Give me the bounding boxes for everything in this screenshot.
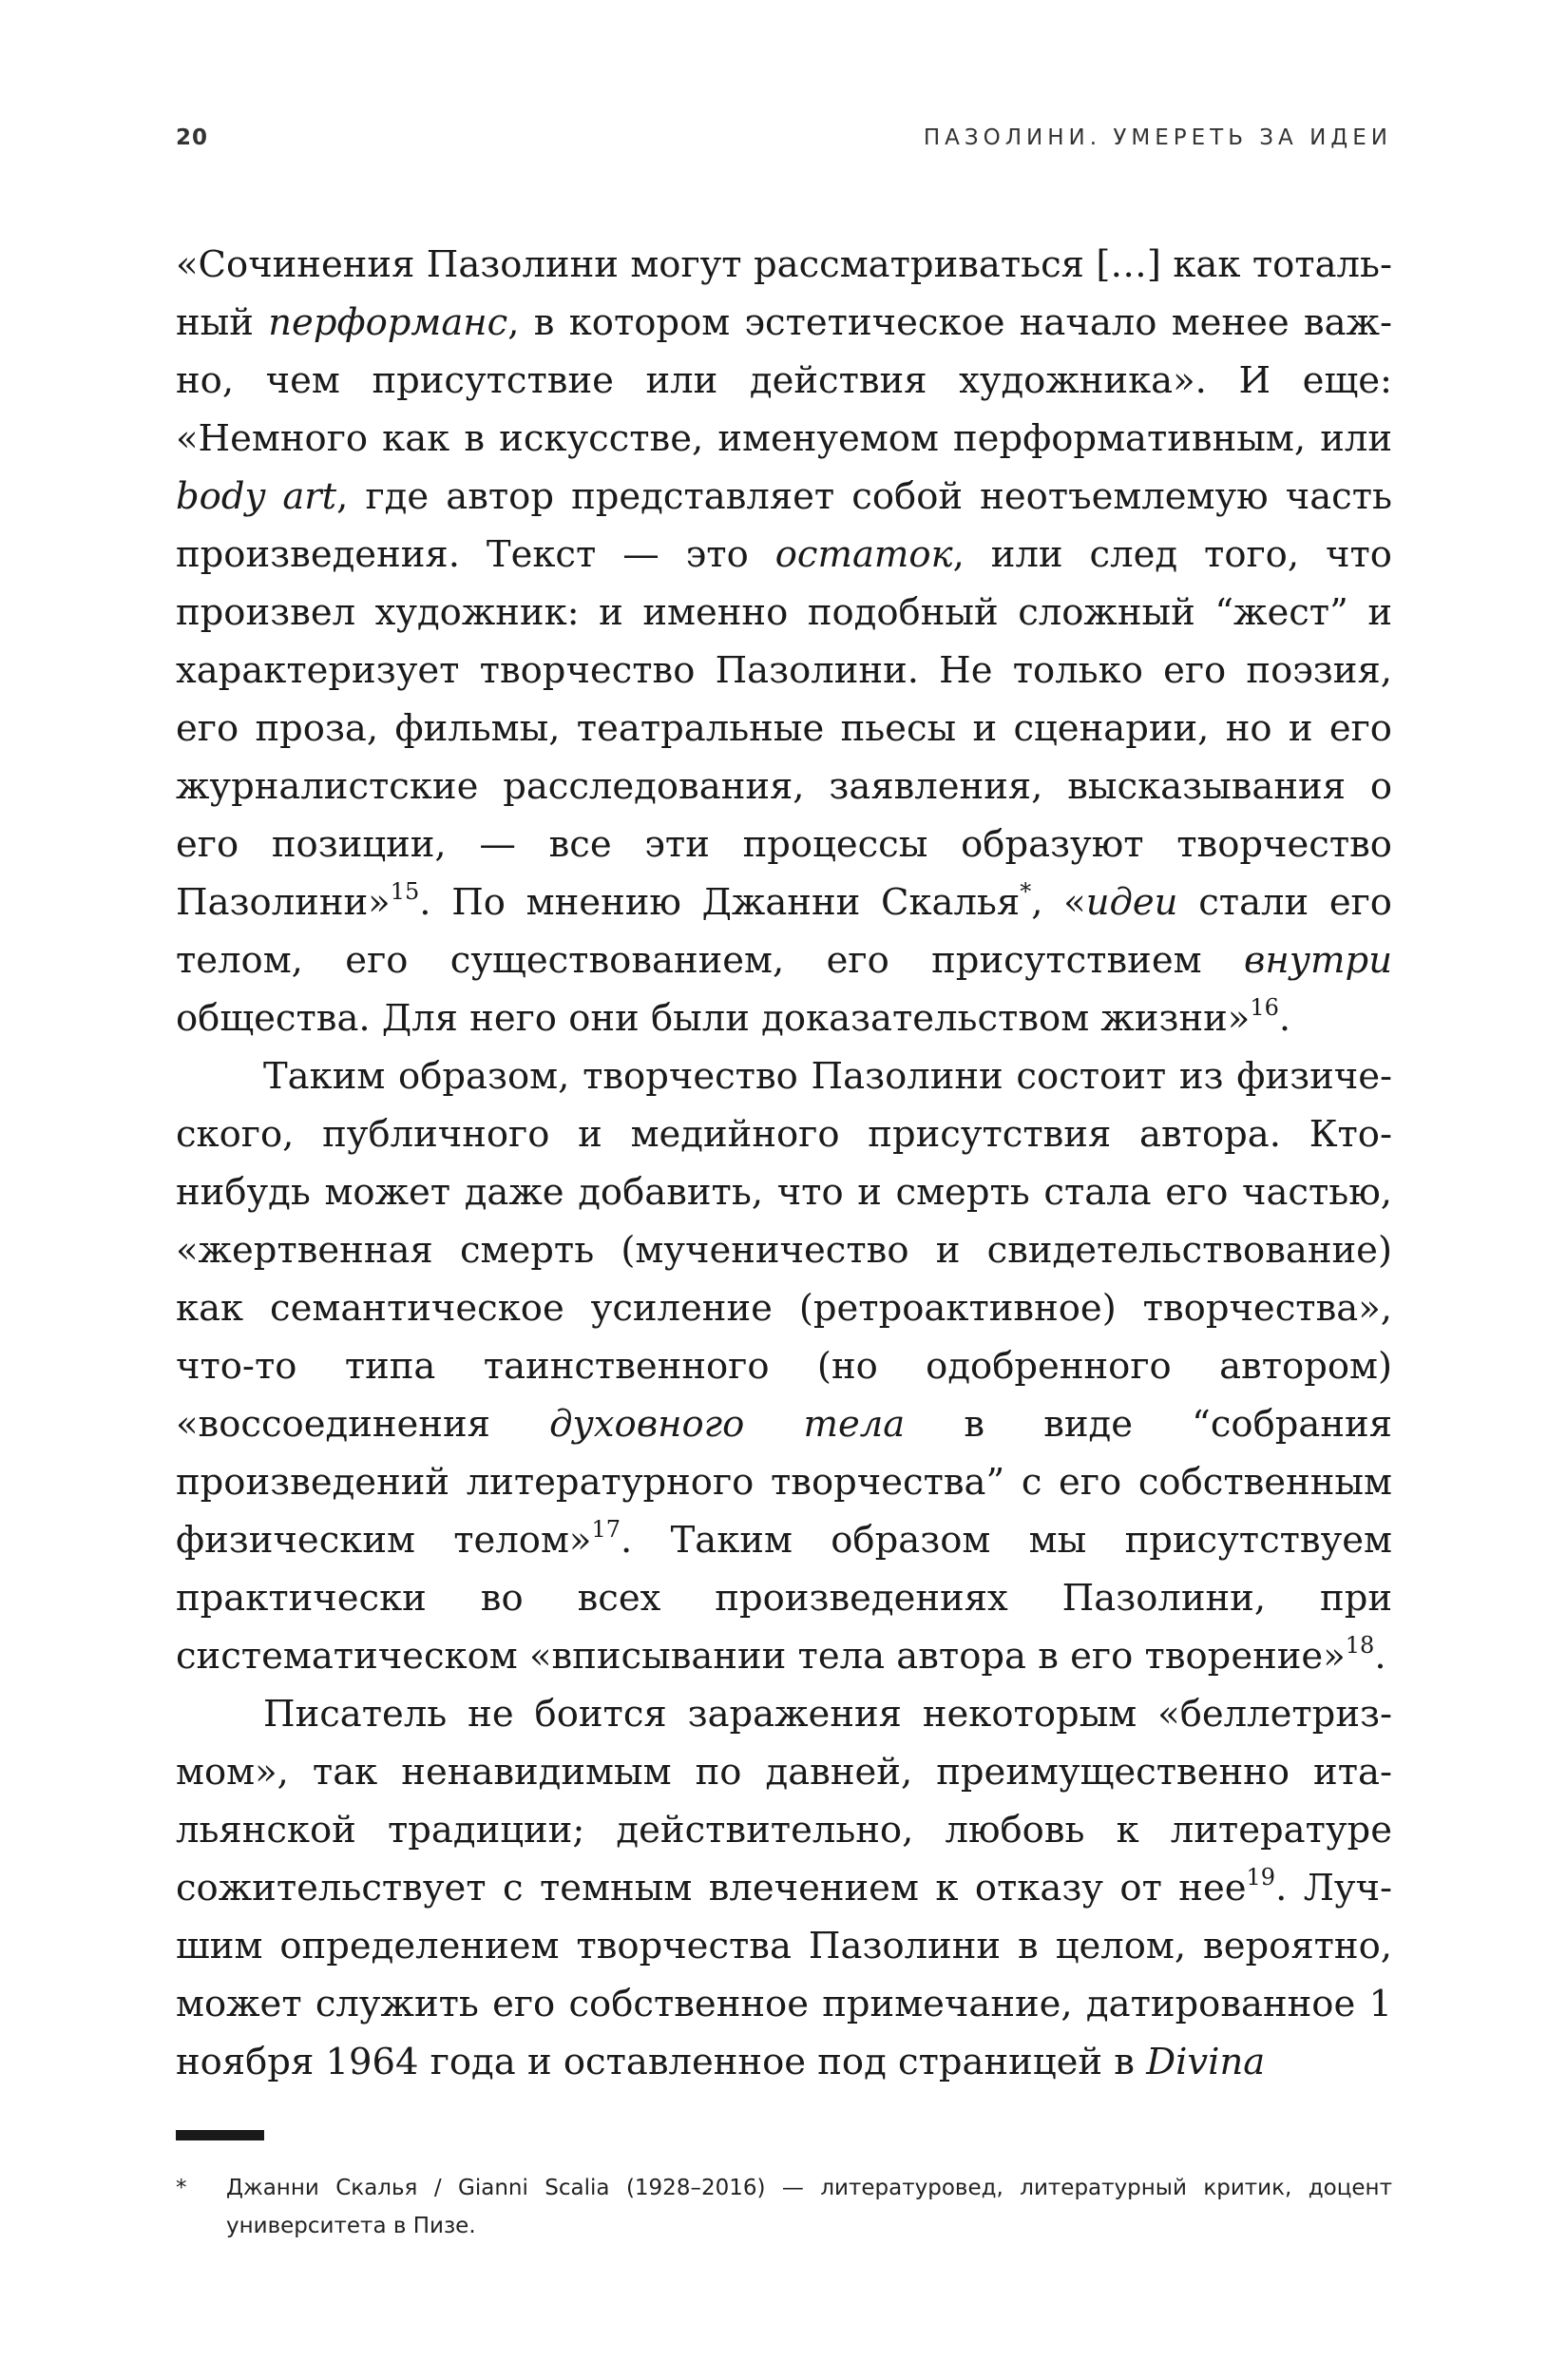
footnote-mark: * [176, 2176, 187, 2200]
footnote-ref-asterisk: * [1020, 878, 1032, 905]
text-run: Таким образом, творчество Пазолини состоит из физического, публичного и медийного присутствия автора. Кто-нибудь может даже добавить, что и смерть стала его частью, «жертвенная смерть (мученичество и свидетельствование) как семантическое усиление (ретроактивное) творчества», что-то типа таинственного (но одобренного автором) «воссоединения [176, 1055, 1392, 1446]
running-head [176, 125, 1392, 163]
text-run: . [1374, 1635, 1386, 1678]
paragraph-2 [176, 1047, 1392, 1685]
italic-run: перформанс [268, 301, 508, 344]
footnote-ref-15: 15 [390, 878, 420, 905]
text-run: , или след того, что произвел художник: и именно подобный сложный “жест” и характеризует творчество Пазолини. Не только его поэзия, его проза, фильмы, театральные пьесы и сценарии, но и его журналистские расследования, заявления, высказывания о его позиции, — все эти процессы образуют творчество Пазолини» [176, 533, 1392, 924]
text-run: общества. Для него они были доказательством жизни» [176, 997, 1251, 1040]
text-run: . По мнению Джанни Скалья [419, 881, 1021, 924]
italic-run: body art [176, 475, 337, 518]
text-run: , « [1031, 881, 1086, 924]
footnote-ref-19: 19 [1246, 1864, 1276, 1891]
page-number: 20 [176, 125, 209, 150]
main-text [176, 236, 1392, 2091]
footnote-ref-18: 18 [1345, 1632, 1375, 1659]
footnote-text: Джанни Скалья / Gianni Scalia (1928–2016) — литературовед, литературный критик, доцент университета в Пизе. [226, 2176, 1392, 2238]
running-title: ПАЗОЛИНИ. УМЕРЕТЬ ЗА ИДЕИ [923, 125, 1392, 150]
footnote-ref-17: 17 [591, 1516, 621, 1543]
text-run: Писатель не боится заражения некоторым «беллетризмом», так ненавидимым по давней, преимущественно итальянской традиции; действительно, любовь к литературе сожительствует с темным влечением к отказу от нее [176, 1693, 1392, 1910]
text-run: . Лучшим определением творчества Пазолини в целом, вероятно, может служить его собственное примечание, датированное 1 ноября 1964 года и оставленное под страницей в [176, 1867, 1392, 2083]
text-run: , где автор представляет собой неотъемлемую часть произведения. Текст — это [176, 475, 1392, 576]
paragraph-1 [176, 236, 1392, 1047]
italic-run: идеи [1085, 881, 1178, 924]
footnote [176, 2169, 1392, 2245]
text-run: «Сочинения Пазолини могут рассматриваться […] как тотальный [176, 243, 1392, 344]
paragraph-3 [176, 1685, 1392, 2091]
text-run: стали его телом, его существованием, его присутствием [176, 881, 1392, 982]
text-run: . Таким образом мы присутствуем практически во всех произведениях Пазолини, при систематическом «вписывании тела автора в его творение» [176, 1519, 1392, 1678]
footnote-divider [176, 2130, 264, 2140]
italic-run: внутри [1243, 939, 1392, 982]
text-run: . [1278, 997, 1291, 1040]
italic-run: Divina [1146, 2041, 1266, 2083]
footnote-ref-16: 16 [1250, 994, 1279, 1021]
text-run: в виде “собрания произведений литературного творчества” с его собственным физическим телом» [176, 1403, 1392, 1562]
book-page [176, 0, 1392, 2380]
text-run: , в котором эстетическое начало менее важно, чем присутствие или действия художника». И еще: «Немного как в искусстве, именуемом перформативным, или [176, 301, 1392, 460]
italic-run: остаток [774, 533, 953, 576]
italic-run: духовного тела [549, 1403, 906, 1446]
